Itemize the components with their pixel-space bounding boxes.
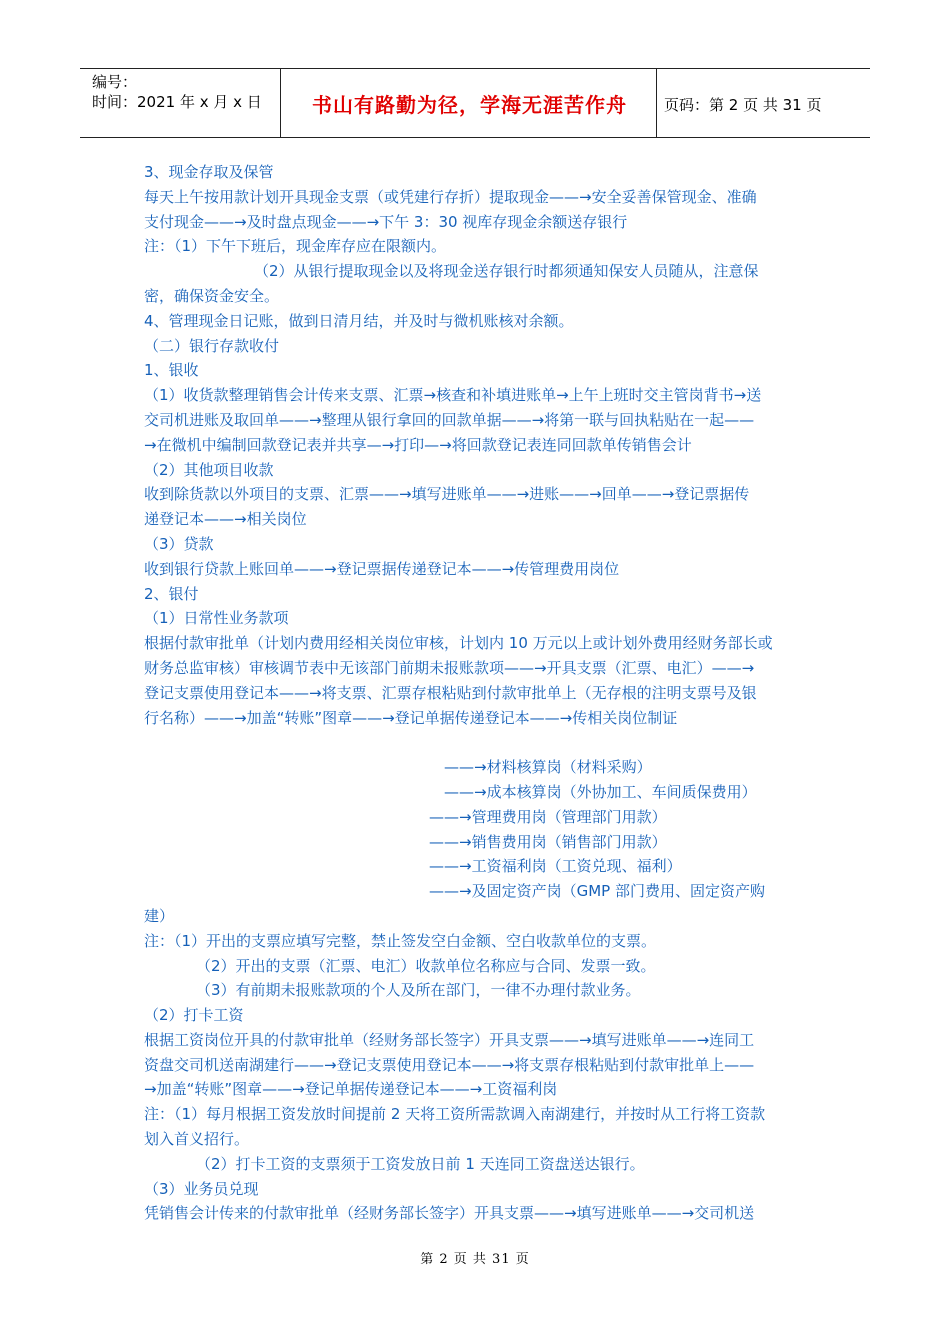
body-line: （3）贷款 [144, 534, 214, 553]
body-line: →在微机中编制回款登记表并共享—→打印—→将回款登记表连同回款单传销售会计 [144, 435, 692, 454]
body-line: 2、银付 [144, 584, 199, 603]
body-line: 注：（1）每月根据工资发放时间提前 2 天将工资所需款调入南湖建行，并按时从工行将工资款 [144, 1105, 766, 1124]
body-line: 注：（1）开出的支票应填写完整，禁止签发空白金额、空白收款单位的支票。 [144, 931, 657, 950]
body-line: 资盘交司机送南湖建行——→登记支票使用登记本——→将支票存根粘贴到付款审批单上—— [144, 1055, 755, 1074]
body-line: 收到除货款以外项目的支票、汇票——→填写进账单——→进账——→回单——→登记票据传 [144, 485, 750, 504]
body-line: 登记支票使用登记本——→将支票、汇票存根粘贴到付款审批单上（无存根的注明支票号及银 [144, 683, 757, 702]
body-line: 财务总监审核）审核调节表中无该部门前期未报账款项——→开具支票（汇票、电汇）——→ [144, 658, 755, 677]
body-line: →加盖“转账”图章——→登记单据传递登记本——→工资福利岗 [144, 1080, 558, 1099]
header-divider-left [280, 69, 281, 137]
header-motto: 书山有路勤为径，学海无涯苦作舟 [312, 92, 627, 117]
body-line: （1）日常性业务款项 [144, 609, 289, 628]
body-line: ——→及固定资产岗（GMP 部门费用、固定资产购 [429, 882, 765, 901]
page-footer: 第 2 页 共 31 页 [420, 1252, 530, 1267]
body-line: 凭销售会计传来的付款审批单（经财务部长签字）开具支票——→填写进账单——→交司机送 [144, 1204, 755, 1223]
header-page-label: 页码：第 2 页 共 31 页 [664, 96, 822, 114]
header-divider-right [656, 69, 657, 137]
body-line: 密，确保资金安全。 [144, 286, 280, 305]
body-line: （2）其他项目收款 [144, 460, 274, 479]
body-line: 3、现金存取及保管 [144, 163, 274, 181]
body-line: 每天上午按用款计划开具现金支票（或凭建行存折）提取现金——→安全妥善保管现金、准确 [144, 187, 757, 206]
body-line: （2）打卡工资的支票须于工资发放日前 1 天连同工资盘送达银行。 [196, 1154, 645, 1173]
body-line: 递登记本——→相关岗位 [144, 510, 307, 529]
body-line: 行名称）——→加盖“转账”图章——→登记单据传递登记本——→传相关岗位制证 [144, 708, 678, 727]
body-line: （2）开出的支票（汇票、电汇）收款单位名称应与合同、发票一致。 [196, 956, 656, 975]
body-line: 建） [144, 906, 175, 925]
body-line: （1）收货款整理销售会计传来支票、汇票→核查和补填进账单→上午上班时交主管岗背书→送 [144, 386, 762, 405]
body-line: 交司机进账及取回单——→整理从银行拿回的回款单据——→将第一联与回执粘贴在一起—— [144, 410, 755, 429]
serial-label: 编号： [92, 73, 138, 91]
body-line: 支付现金——→及时盘点现金——→下午 3：30 视库存现金余额送存银行 [144, 212, 628, 231]
header-meta [92, 72, 262, 112]
date-label: 时间：2021 年 x 月 x 日 [92, 93, 262, 111]
body-line: 4、管理现金日记账，做到日清月结，并及时与微机账核对余额。 [144, 311, 574, 330]
body-line: ——→成本核算岗（外协加工、车间质保费用） [444, 782, 757, 801]
document-body [144, 160, 809, 1226]
body-line [144, 730, 809, 755]
body-line: 收到银行贷款上账回单——→登记票据传递登记本——→传管理费用岗位 [144, 559, 620, 578]
page-header [80, 68, 870, 138]
body-line: ——→管理费用岗（管理部门用款） [429, 807, 667, 826]
body-line: （二）银行存款收付 [144, 336, 280, 355]
body-line: 划入首义招行。 [144, 1130, 250, 1149]
body-line: 1、银收 [144, 361, 199, 380]
body-line: （2）从银行提取现金以及将现金送存银行时都须通知保安人员随从，注意保 [254, 262, 759, 281]
body-line: （3）业务员兑现 [144, 1179, 259, 1198]
body-line: ——→销售费用岗（销售部门用款） [429, 832, 667, 851]
body-line: （2）打卡工资 [144, 1006, 244, 1025]
body-line: 注：（1）下午下班后，现金库存应在限额内。 [144, 237, 447, 256]
body-line: ——→工资福利岗（工资兑现、福利） [429, 857, 682, 876]
body-line: （3）有前期未报账款项的个人及所在部门，一律不办理付款业务。 [196, 981, 641, 1000]
body-line: ——→材料核算岗（材料采购） [444, 758, 652, 777]
body-line: 根据付款审批单（计划内费用经相关岗位审核，计划内 10 万元以上或计划外费用经财务部长或 [144, 634, 773, 653]
body-line: 根据工资岗位开具的付款审批单（经财务部长签字）开具支票——→填写进账单——→连同工 [144, 1030, 755, 1049]
